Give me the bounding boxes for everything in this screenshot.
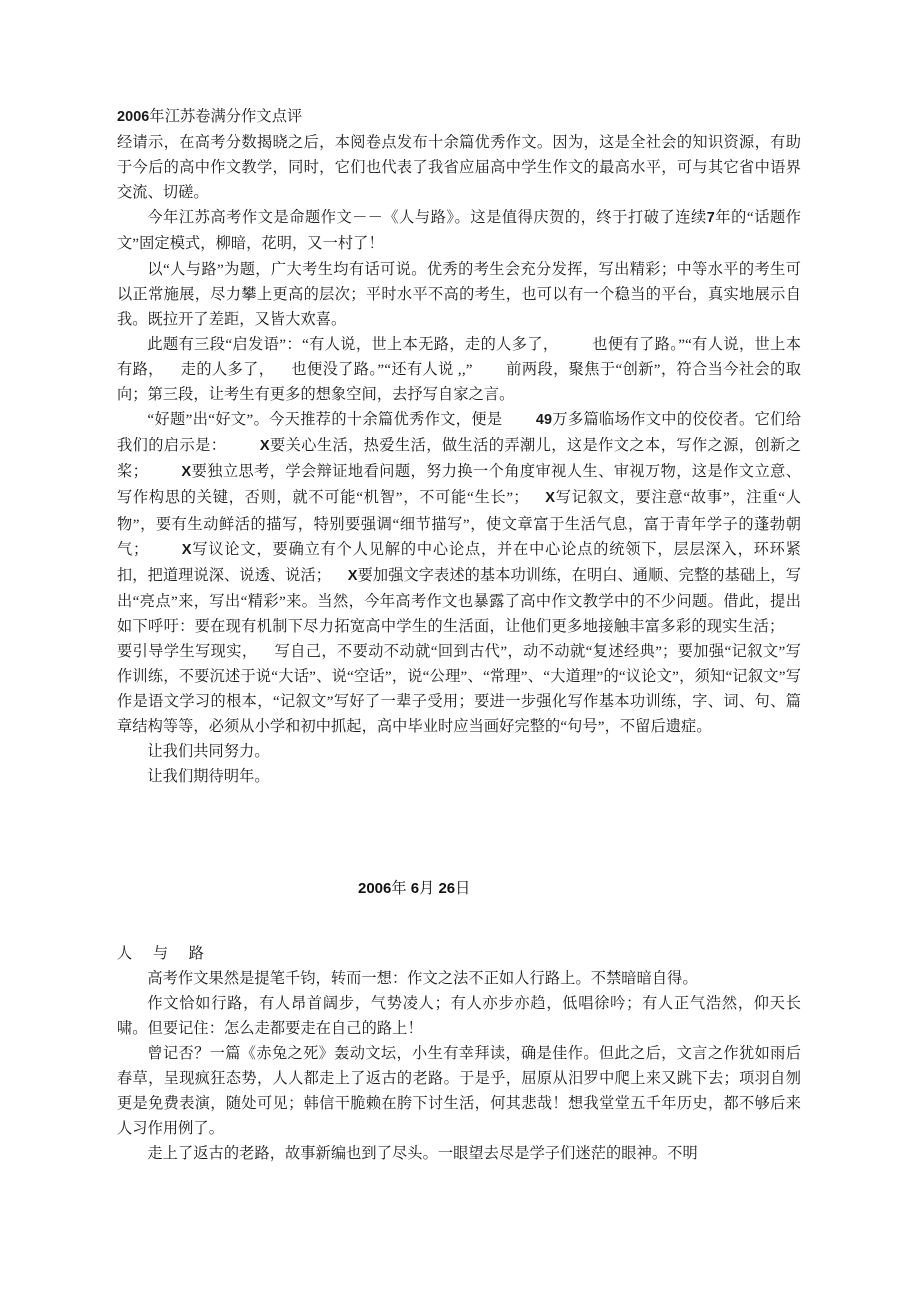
article-heading (117, 941, 801, 966)
paragraph-qifayu (117, 332, 801, 407)
date-year-label: 年 (391, 879, 407, 897)
document-title-year: 2006 (117, 109, 150, 125)
haoti-part-h: 要引导学生写现实， (117, 642, 258, 660)
document-body (117, 104, 801, 1166)
haoti-part-c: 要关心生活，热爱生活，做生活的弄潮儿，这是作文之本，写作之源，创新之桨； (117, 437, 801, 481)
haoti-count-number: 49 (535, 412, 553, 429)
paragraph-haoti (117, 407, 801, 739)
haoti-part-i: 写自己，不要动不动就“回到古代”，动不动就“复述经典”；要加强“记叙文”写作训练，不要沉述于说“大话”、说“空话”，说“公理”、“常理”、“大道理”的“议论文”，须知“记叙文”写作是语文学习的根本，“记叙文”写好了一辈子受用；要进一步强化写作基本功训练，字、词、句、篇章结构等等，必须从小学和初中抓起，高中毕业时应当画好完整的“句号”，不留后遗症。 (117, 642, 801, 736)
date-month-label: 月 (419, 879, 435, 897)
paragraph-intro: 经请示，在高考分数揭晓之后，本阅卷点发布十余篇优秀作文。因为，这是全社会的知识资源，有助于今后的高中作文教学，同时，它们也代表了我省应届高中学生作文的最高水平，可与其它省中语界交流、切磋。 (117, 134, 801, 202)
article-paragraph-1: 高考作文果然是提笔千钧，转而一想：作文之法不正如人行路上。不禁暗暗自得。 (147, 969, 698, 987)
document-title-text: 年江苏卷满分作文点评 (149, 108, 303, 125)
date-day: 26 (438, 879, 456, 897)
date-year: 2006 (358, 879, 392, 897)
paragraph-renyulu: 以“人与路”为题，广大考生均有话可说。优秀的考生会充分发挥，写出精彩；中等水平的考生可以正常施展，尽力攀上更高的层次；平时水平不高的考生，也可以有一个稳当的平台，真实地展示自我。既拉开了差距，又皆大欢喜。 (117, 260, 801, 328)
article-heading-char-1: 人 (117, 944, 133, 962)
bullet-marker-3: X (545, 490, 556, 507)
qifayu-part-d: 也便没了路。”“还有人说 ,,” (291, 360, 473, 378)
vertical-spacer (117, 901, 801, 941)
paragraph-topic-number: 7 (706, 210, 715, 227)
date-month: 6 (410, 879, 420, 897)
paragraph-nuli: 让我们共同努力。 (147, 743, 270, 761)
haoti-part-a: “好题”出“好文”。今天推荐的十余篇优秀作文，便是 (147, 411, 503, 429)
haoti-part-f: 写议论文，要确立有个人见解的中心论点，并在中心论点的统领下，层层深入，环环紧扣，把道理说深、说透、说活； (117, 540, 801, 584)
date-day-label: 日 (455, 879, 471, 897)
bullet-marker-4: X (181, 541, 192, 558)
paragraph-topic-part-a: 今年江苏高考作文是命题作文－－《人与路》。这是值得庆贺的，终于打破了连续 (147, 209, 707, 227)
paragraph-topic (117, 205, 801, 256)
article-paragraph-4: 走上了返古的老路，故事新编也到了尽头。一眼望去尽是学子们迷茫的眼神。不明 (147, 1145, 698, 1163)
haoti-part-g: 要加强文字表述的基本功训练，在明白、通顺、完整的基础上，写出“亮点”来，写出“精彩”来。当然，今年高考作文也暴露了高中作文教学中的不少问题。借此，提出如下呼吁：要在现有机制下尽力拓宽高中学生的生活面，让他们更多地接触丰富多彩的现实生活； (117, 566, 801, 635)
article-paragraph-2: 作文恰如行路，有人昂首阔步，气势凌人；有人亦步亦趋，低唱徐吟；有人正气浩然，仰天长啸。但要记住：怎么走都要走在自己的路上！ (117, 994, 801, 1037)
haoti-part-b: 万多篇临场作文中的佼佼者。它们给我们的启示是： (117, 411, 801, 455)
qifayu-part-b: 也便有了路。”“有人说，世上本有路， (117, 335, 801, 378)
haoti-part-e: 写记叙文，要注意“故事”，注重“人物”，要有生动鲜活的描写，特别要强调“细节描写”，使文章富于生活气息，富于青年学子的蓬勃朝气； (117, 489, 801, 558)
bullet-marker-1: X (259, 438, 270, 455)
qifayu-part-c: 走的人多了， (180, 360, 275, 378)
bullet-marker-5: X (347, 567, 358, 584)
document-title (117, 104, 801, 130)
date-line (117, 876, 801, 901)
paragraph-mingnian: 让我们期待明年。 (147, 768, 270, 786)
bullet-marker-2: X (181, 464, 192, 481)
article-heading-char-2: 与 (152, 944, 169, 962)
paragraph-topic-part-b: 年的“话题作文”固定模式，柳暗，花明，又一村了！ (117, 209, 802, 253)
article-heading-char-3: 路 (188, 944, 204, 962)
vertical-spacer (117, 790, 801, 876)
qifayu-part-a: 此题有三段“启发语”：“有人说，世上本无路，走的人多了， (147, 335, 559, 353)
haoti-part-d: 要独立思考，学会辩证地看问题，努力换一个角度审视人生、审视万物，这是作文立意、写作构思的关键，否则，就不可能“机智”，不可能“生长”； (117, 463, 802, 507)
article-paragraph-3: 曾记否？一篇《赤兔之死》轰动文坛，小生有幸拜读，确是佳作。但此之后，文言之作犹如雨后春草，呈现疯狂态势，人人都走上了返古的老路。于是乎，屈原从汨罗中爬上来又跳下去；项羽自刎更是免费表演，随处可见；韩信干脆赖在胯下讨生活，何其悲哉！想我堂堂五千年历史，都不够后来人习作用例了。 (117, 1045, 801, 1138)
qifayu-part-e: 前两段，聚焦于“创新”，符合当今社会的取向；第三段，让考生有更多的想象空间，去抒写自家之言。 (117, 360, 801, 404)
